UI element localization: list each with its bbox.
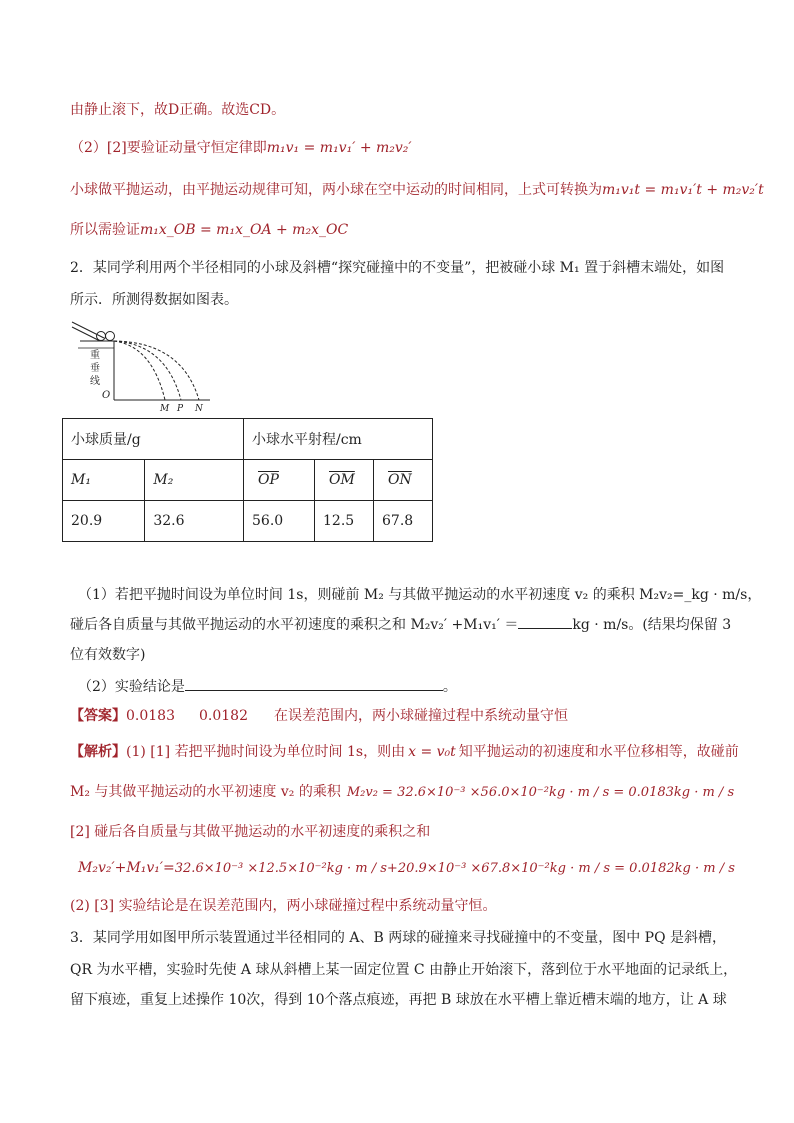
- table-row: [63, 501, 433, 542]
- analysis-tag: 【解析】: [70, 744, 126, 760]
- q2-sub1-line-1: （1）若把平抛时间设为单位时间 1s，则碰前 M₂ 与其做平抛运动的水平初速度 v₂ 的乘积 M₂v₂=_kg · m/s，: [78, 587, 762, 603]
- answer-1: 0.0183: [126, 708, 175, 724]
- answer-2: 0.0182: [199, 708, 248, 724]
- cell-M2-label: M₂: [145, 460, 244, 501]
- q2-stem-line-2: 所示．所测得数据如图表。: [70, 292, 238, 308]
- cell-OP-value: 56.0: [244, 501, 315, 542]
- answer-blank-2: [518, 614, 572, 629]
- fig-label-N: N: [195, 404, 203, 414]
- analysis-2-pre: M₂ 与其做平抛运动的水平初速度 v₂ 的乘积: [70, 784, 341, 800]
- analysis-2-eq: M₂v₂ = 32.6×10⁻³ ×56.0×10⁻²kg · m / s = 0.0183kg · m / s: [346, 785, 735, 800]
- analysis-4-eq: 32.6×10⁻³ ×12.5×10⁻²kg · m / s+20.9×10⁻³ ×67.8×10⁻²kg · m / s = 0.0182kg · m / s: [174, 861, 735, 876]
- q2-sub2-pre: （2）实验结论是: [78, 679, 185, 695]
- cell-M1-value: 20.9: [63, 501, 145, 542]
- cell-OM-label: $\overline{OM}$: [315, 460, 374, 501]
- solution-line-4: [70, 220, 348, 240]
- table-row: [63, 419, 433, 460]
- analysis-1-eq: x = v₀t: [408, 744, 456, 760]
- cell-ON-label: $\overline{ON}$: [374, 460, 433, 501]
- q2-sub2-line: [78, 676, 457, 697]
- cell-OM-value: 12.5: [315, 501, 374, 542]
- q2-sub1-line-2: [70, 614, 731, 635]
- q2-sub1-line-3: 位有效数字): [70, 647, 146, 663]
- cell-OP-label: $\overline{OP}$: [244, 460, 315, 501]
- momentum-equation: m₁v₁ = m₁v₁′ + m₂v₂′: [266, 140, 412, 156]
- answer-line: [70, 706, 568, 726]
- fig-label-vert-2: 垂: [90, 363, 100, 374]
- experiment-figure: [70, 318, 220, 414]
- q3-stem-line-3: 留下痕迹，重复上述操作 10次，得到 10个落点痕迹，再把 B 球放在水平槽上靠近槽末端的地方，让 A 球: [70, 992, 727, 1008]
- analysis-line-2: [70, 782, 734, 803]
- analysis-line-4: [78, 858, 735, 879]
- fig-label-O: O: [102, 390, 111, 401]
- converted-equation: m₁v₁t = m₁v₁′t + m₂v₂′t: [602, 182, 764, 198]
- header-range: 小球水平射程/cm: [244, 419, 433, 460]
- solution-line-2: [70, 138, 412, 158]
- verify-equation: m₁x_OB = m₁x_OA + m₂x_OC: [140, 222, 349, 238]
- solution-line-3-text: 小球做平抛运动，由平抛运动规律可知，两小球在空中运动的时间相同，上式可转换为: [70, 182, 602, 198]
- fig-label-M: M: [160, 404, 170, 414]
- q3-stem-line-2: QR 为水平槽，实验时先使 A 球从斜槽上某一固定位置 C 由静止开始滚下，落到位于水平地面的记录纸上，: [70, 962, 738, 978]
- cell-ON-value: 67.8: [374, 501, 433, 542]
- solution-line-3: [70, 180, 764, 200]
- analysis-line-1: [70, 742, 739, 762]
- header-mass: 小球质量/g: [63, 419, 244, 460]
- cell-M1-label: M₁: [63, 460, 145, 501]
- q2-sub1-line-2-pre: 碰后各自质量与其做平抛运动的水平初速度的乘积之和 M₂v₂′ +M₁v₁′ ＝: [70, 617, 519, 633]
- analysis-line-3: [2] 碰后各自质量与其做平抛运动的水平初速度的乘积之和: [70, 824, 431, 840]
- fig-label-P: P: [177, 404, 184, 414]
- fig-label-vert-3: 线: [90, 376, 100, 387]
- q3-stem-line-1: 3．某同学用如图甲所示装置通过半径相同的 A、B 两球的碰撞来寻找碰撞中的不变量，图中 PQ 是斜槽，: [70, 930, 727, 946]
- analysis-1-pre: (1) [1] 若把平抛时间设为单位时间 1s，则由: [126, 744, 406, 760]
- answer-blank-3: [185, 676, 443, 691]
- data-table: [62, 418, 433, 542]
- solution-line-2-text: （2）[2]要验证动量守恒定律即: [70, 140, 267, 156]
- q2-sub1-line-2-post: kg · m/s。(结果均保留 3: [572, 617, 732, 633]
- table-row: [63, 460, 433, 501]
- fig-label-vert-1: 重: [90, 350, 100, 361]
- analysis-line-5: (2) [3] 实验结论是在误差范围内，两小球碰撞过程中系统动量守恒。: [70, 898, 497, 914]
- q2-sub2-post: 。: [442, 679, 457, 695]
- analysis-4-pre: M₂v₂′+M₁v₁′=: [78, 860, 175, 876]
- answer-tag: 【答案】: [70, 708, 126, 724]
- solution-line-1: 由静止滚下，故D正确。故选CD。: [70, 102, 286, 118]
- q2-stem-line-1: 2．某同学利用两个半径相同的小球及斜槽“探究碰撞中的不变量”，把被碰小球 M₁ 置于斜槽末端处，如图: [70, 260, 725, 276]
- answer-3: 在误差范围内，两小球碰撞过程中系统动量守恒: [274, 708, 568, 724]
- cell-M2-value: 32.6: [145, 501, 244, 542]
- analysis-1-post: 知平抛运动的初速度和水平位移相等，故碰前: [458, 744, 739, 760]
- solution-line-4-text: 所以需验证: [70, 222, 140, 238]
